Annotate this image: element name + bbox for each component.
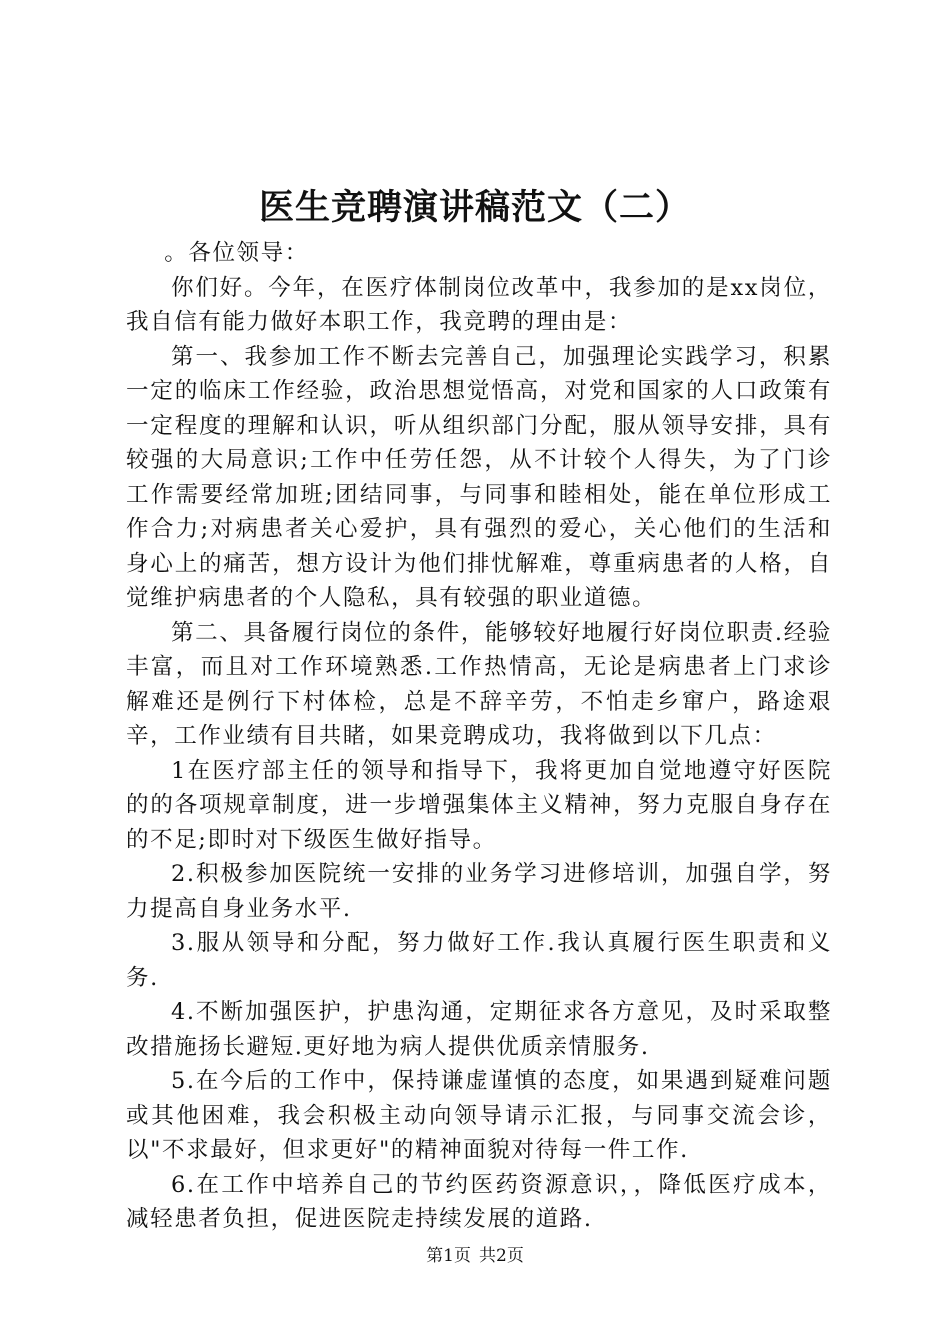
paragraph-item-5: 5.在今后的工作中，保持谦虚谨慎的态度，如果遇到疑难问题或其他困难，我会积极主动向领导请示汇报，与同事交流会诊，以"不求最好，但求更好"的精神面貌对待每一件工作.: [126, 1068, 832, 1163]
document-body: [126, 236, 832, 1237]
paragraph-item-2: 2.积极参加医院统一安排的业务学习进修培训，加强自学，努力提高自身业务水平.: [126, 861, 832, 922]
page-number-total: 共2页: [479, 1246, 524, 1266]
paragraph-item-1: 1在医疗部主任的领导和指导下，我将更加自觉地遵守好医院的的各项规章制度，进一步增强集体主义精神，努力克服自身存在的不足;即时对下级医生做好指导。: [126, 757, 832, 853]
paragraph-item-6: 6.在工作中培养自己的节约医药资源意识，，降低医疗成本，减轻患者负担，促进医院走持续发展的道路.: [126, 1171, 832, 1232]
paragraph-item-3: 3.服从领导和分配，努力做好工作.我认真履行医生职责和义务.: [126, 930, 832, 991]
paragraph-reason-first: 第一、我参加工作不断去完善自己，加强理论实践学习，积累一定的临床工作经验，政治思想觉悟高，对党和国家的人口政策有一定程度的理解和认识，听从组织部门分配，服从领导安排，具有较强的大局意识;工作中任劳任怨，从不计较个人得失，为了门诊工作需要经常加班;团结同事，与同事和睦相处，能在单位形成工作合力;对病患者关心爱护，具有强烈的爱心，关心他们的生活和身心上的痛苦，想方设计为他们排忧解难，尊重病患者的人格，自觉维护病患者的个人隐私，具有较强的职业道德。: [126, 343, 832, 611]
paragraph-greeting: 。各位领导：: [164, 240, 309, 266]
paragraph-item-4: 4.不断加强医护，护患沟通，定期征求各方意见，及时采取整改措施扬长避短.更好地为病人提供优质亲情服务.: [126, 999, 832, 1060]
document-title: 医生竞聘演讲稿范文（二）: [258, 187, 691, 228]
paragraph-reason-second: 第二、具备履行岗位的条件，能够较好地履行好岗位职责.经验丰富，而且对工作环境熟悉.工作热情高，无论是病患者上门求诊解难还是例行下村体检，总是不辞辛劳，不怕走乡窜户，路途艰辛，工作业绩有目共睹，如果竞聘成功，我将做到以下几点：: [126, 619, 832, 749]
page-footer: [0, 1244, 950, 1268]
paragraph-opening: 你们好。今年，在医疗体制岗位改革中，我参加的是xx岗位，我自信有能力做好本职工作，我竞聘的理由是：: [126, 274, 832, 335]
page-number-current: 第1页: [426, 1246, 471, 1266]
